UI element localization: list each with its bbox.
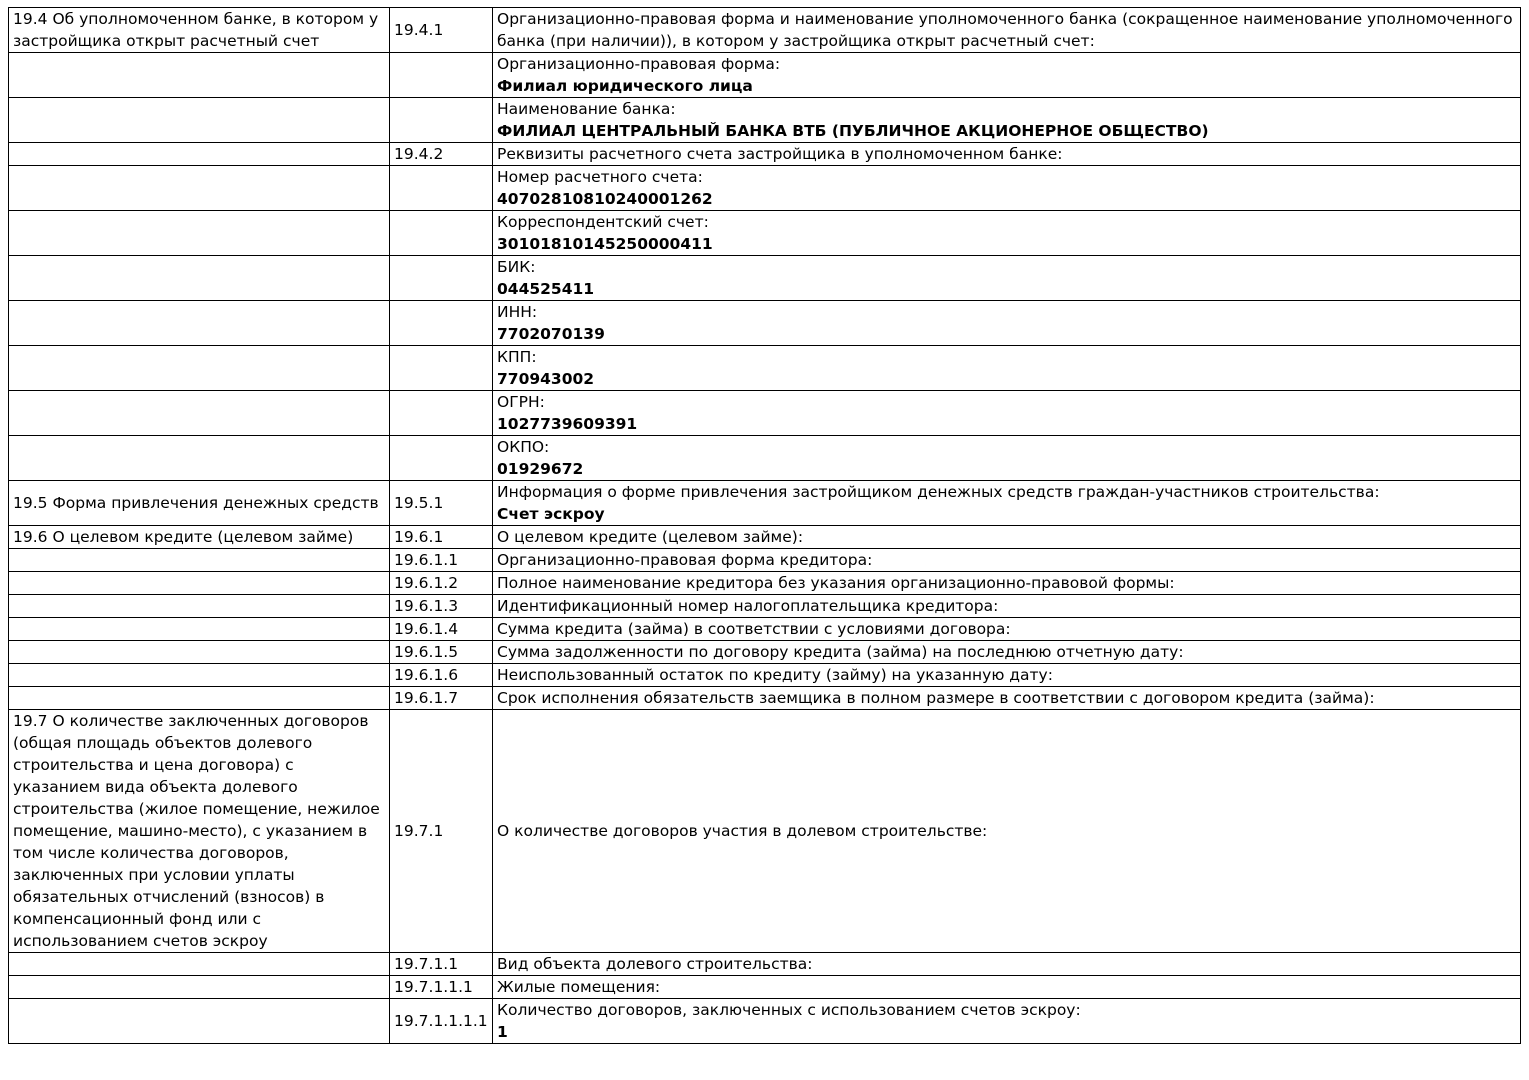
content-label: Жилые помещения: <box>497 978 661 996</box>
content-cell <box>493 549 1521 572</box>
section-cell <box>9 999 390 1044</box>
table-row <box>9 346 1521 391</box>
section-cell <box>9 301 390 346</box>
content-label: Номер расчетного счета: <box>497 168 703 186</box>
content-cell <box>493 710 1521 953</box>
content-value: 044525411 <box>497 280 595 298</box>
table-row <box>9 595 1521 618</box>
table-row <box>9 687 1521 710</box>
content-label: Сумма кредита (займа) в соответствии с условиями договора: <box>497 620 1011 638</box>
content-cell <box>493 595 1521 618</box>
section-cell <box>9 641 390 664</box>
section-cell <box>9 664 390 687</box>
table-row <box>9 436 1521 481</box>
number-cell: 19.6.1.4 <box>390 618 493 641</box>
table-row <box>9 572 1521 595</box>
table-row <box>9 549 1521 572</box>
number-cell: 19.7.1 <box>390 710 493 953</box>
content-cell <box>493 53 1521 98</box>
table-row <box>9 301 1521 346</box>
section-cell <box>9 98 390 143</box>
content-label: О количестве договоров участия в долевом строительстве: <box>497 822 988 840</box>
table-row <box>9 953 1521 976</box>
content-label: Идентификационный номер налогоплательщика кредитора: <box>497 597 999 615</box>
content-cell <box>493 166 1521 211</box>
content-value: ФИЛИАЛ ЦЕНТРАЛЬНЫЙ БАНКА ВТБ (ПУБЛИЧНОЕ АКЦИОНЕРНОЕ ОБЩЕСТВО) <box>497 122 1209 140</box>
number-cell <box>390 436 493 481</box>
content-label: ОКПО: <box>497 438 550 456</box>
section-cell <box>9 618 390 641</box>
section-cell: 19.5 Форма привлечения денежных средств <box>9 481 390 526</box>
number-cell <box>390 53 493 98</box>
content-cell <box>493 8 1521 53</box>
content-label: Организационно-правовая форма и наименование уполномоченного банка (сокращенное наименование уполномоченного банка (при наличии)), в котором у застройщика открыт расчетный счет: <box>497 10 1513 50</box>
content-value: 1027739609391 <box>497 415 638 433</box>
content-cell <box>493 976 1521 999</box>
content-cell <box>493 999 1521 1044</box>
content-label: Организационно-правовая форма: <box>497 55 781 73</box>
content-value: Филиал юридического лица <box>497 77 753 95</box>
number-cell: 19.4.1 <box>390 8 493 53</box>
content-cell <box>493 301 1521 346</box>
section-cell <box>9 572 390 595</box>
section-cell <box>9 436 390 481</box>
table-row <box>9 211 1521 256</box>
table-row <box>9 98 1521 143</box>
number-cell <box>390 256 493 301</box>
table-row <box>9 481 1521 526</box>
content-label: Полное наименование кредитора без указания организационно-правовой формы: <box>497 574 1175 592</box>
content-label: Срок исполнения обязательств заемщика в полном размере в соответствии с договором кредита (займа): <box>497 689 1375 707</box>
number-cell: 19.7.1.1.1 <box>390 976 493 999</box>
table-row <box>9 641 1521 664</box>
table-row <box>9 710 1521 953</box>
section-cell <box>9 166 390 211</box>
content-value: 30101810145250000411 <box>497 235 713 253</box>
table-row <box>9 8 1521 53</box>
content-cell <box>493 618 1521 641</box>
table-row <box>9 618 1521 641</box>
content-cell <box>493 641 1521 664</box>
number-cell <box>390 98 493 143</box>
content-cell <box>493 98 1521 143</box>
number-cell <box>390 346 493 391</box>
content-value: 7702070139 <box>497 325 605 343</box>
content-label: Неиспользованный остаток по кредиту (займу) на указанную дату: <box>497 666 1053 684</box>
section-cell <box>9 953 390 976</box>
content-cell <box>493 526 1521 549</box>
content-label: Вид объекта долевого строительства: <box>497 955 813 973</box>
content-label: Наименование банка: <box>497 100 676 118</box>
content-cell <box>493 436 1521 481</box>
content-label: БИК: <box>497 258 536 276</box>
section-cell <box>9 549 390 572</box>
number-cell: 19.6.1.5 <box>390 641 493 664</box>
number-cell <box>390 166 493 211</box>
declaration-table <box>8 7 1521 1044</box>
content-label: ИНН: <box>497 303 538 321</box>
section-cell <box>9 143 390 166</box>
table-row <box>9 664 1521 687</box>
table-row <box>9 391 1521 436</box>
table-row <box>9 256 1521 301</box>
section-cell <box>9 595 390 618</box>
content-label: Сумма задолженности по договору кредита (займа) на последнюю отчетную дату: <box>497 643 1184 661</box>
table-row <box>9 999 1521 1044</box>
content-value: 1 <box>497 1023 508 1041</box>
number-cell: 19.6.1.1 <box>390 549 493 572</box>
table-row <box>9 976 1521 999</box>
section-cell <box>9 976 390 999</box>
content-label: О целевом кредите (целевом займе): <box>497 528 804 546</box>
content-label: Реквизиты расчетного счета застройщика в уполномоченном банке: <box>497 145 1063 163</box>
number-cell: 19.6.1.3 <box>390 595 493 618</box>
number-cell <box>390 211 493 256</box>
content-cell <box>493 391 1521 436</box>
section-cell <box>9 687 390 710</box>
content-label: ОГРН: <box>497 393 545 411</box>
content-cell <box>493 953 1521 976</box>
table-row <box>9 143 1521 166</box>
number-cell: 19.6.1 <box>390 526 493 549</box>
content-label: Организационно-правовая форма кредитора: <box>497 551 873 569</box>
number-cell <box>390 301 493 346</box>
number-cell: 19.4.2 <box>390 143 493 166</box>
number-cell: 19.6.1.2 <box>390 572 493 595</box>
content-value: 01929672 <box>497 460 584 478</box>
section-cell <box>9 211 390 256</box>
section-cell: 19.4 Об уполномоченном банке, в котором у застройщика открыт расчетный счет <box>9 8 390 53</box>
content-value: 40702810810240001262 <box>497 190 713 208</box>
content-label: КПП: <box>497 348 537 366</box>
section-cell: 19.7 О количестве заключенных договоров (общая площадь объектов долевого строительства и цена договора) с указанием вида объекта долевого строительства (жилое помещение, нежилое помещение, машино-место), с указанием в том числе количества договоров, заключенных при условии уплаты обязательных отчислений (взносов) в компенсационный фонд или с использованием счетов эскроу <box>9 710 390 953</box>
section-cell <box>9 256 390 301</box>
content-label: Корреспондентский счет: <box>497 213 709 231</box>
content-label: Информация о форме привлечения застройщиком денежных средств граждан-участников строительства: <box>497 483 1380 501</box>
number-cell <box>390 391 493 436</box>
content-cell <box>493 481 1521 526</box>
content-value: Счет эскроу <box>497 505 605 523</box>
section-cell <box>9 53 390 98</box>
content-cell <box>493 572 1521 595</box>
table-row <box>9 166 1521 211</box>
number-cell: 19.6.1.7 <box>390 687 493 710</box>
content-cell <box>493 687 1521 710</box>
table-row <box>9 526 1521 549</box>
content-cell <box>493 346 1521 391</box>
content-label: Количество договоров, заключенных с использованием счетов эскроу: <box>497 1001 1081 1019</box>
section-cell <box>9 391 390 436</box>
number-cell: 19.7.1.1 <box>390 953 493 976</box>
number-cell: 19.6.1.6 <box>390 664 493 687</box>
content-cell <box>493 256 1521 301</box>
content-value: 770943002 <box>497 370 595 388</box>
content-cell <box>493 143 1521 166</box>
section-cell: 19.6 О целевом кредите (целевом займе) <box>9 526 390 549</box>
number-cell: 19.7.1.1.1.1 <box>390 999 493 1044</box>
section-cell <box>9 346 390 391</box>
number-cell: 19.5.1 <box>390 481 493 526</box>
content-cell <box>493 211 1521 256</box>
declaration-table-body <box>9 8 1521 1044</box>
content-cell <box>493 664 1521 687</box>
table-row <box>9 53 1521 98</box>
